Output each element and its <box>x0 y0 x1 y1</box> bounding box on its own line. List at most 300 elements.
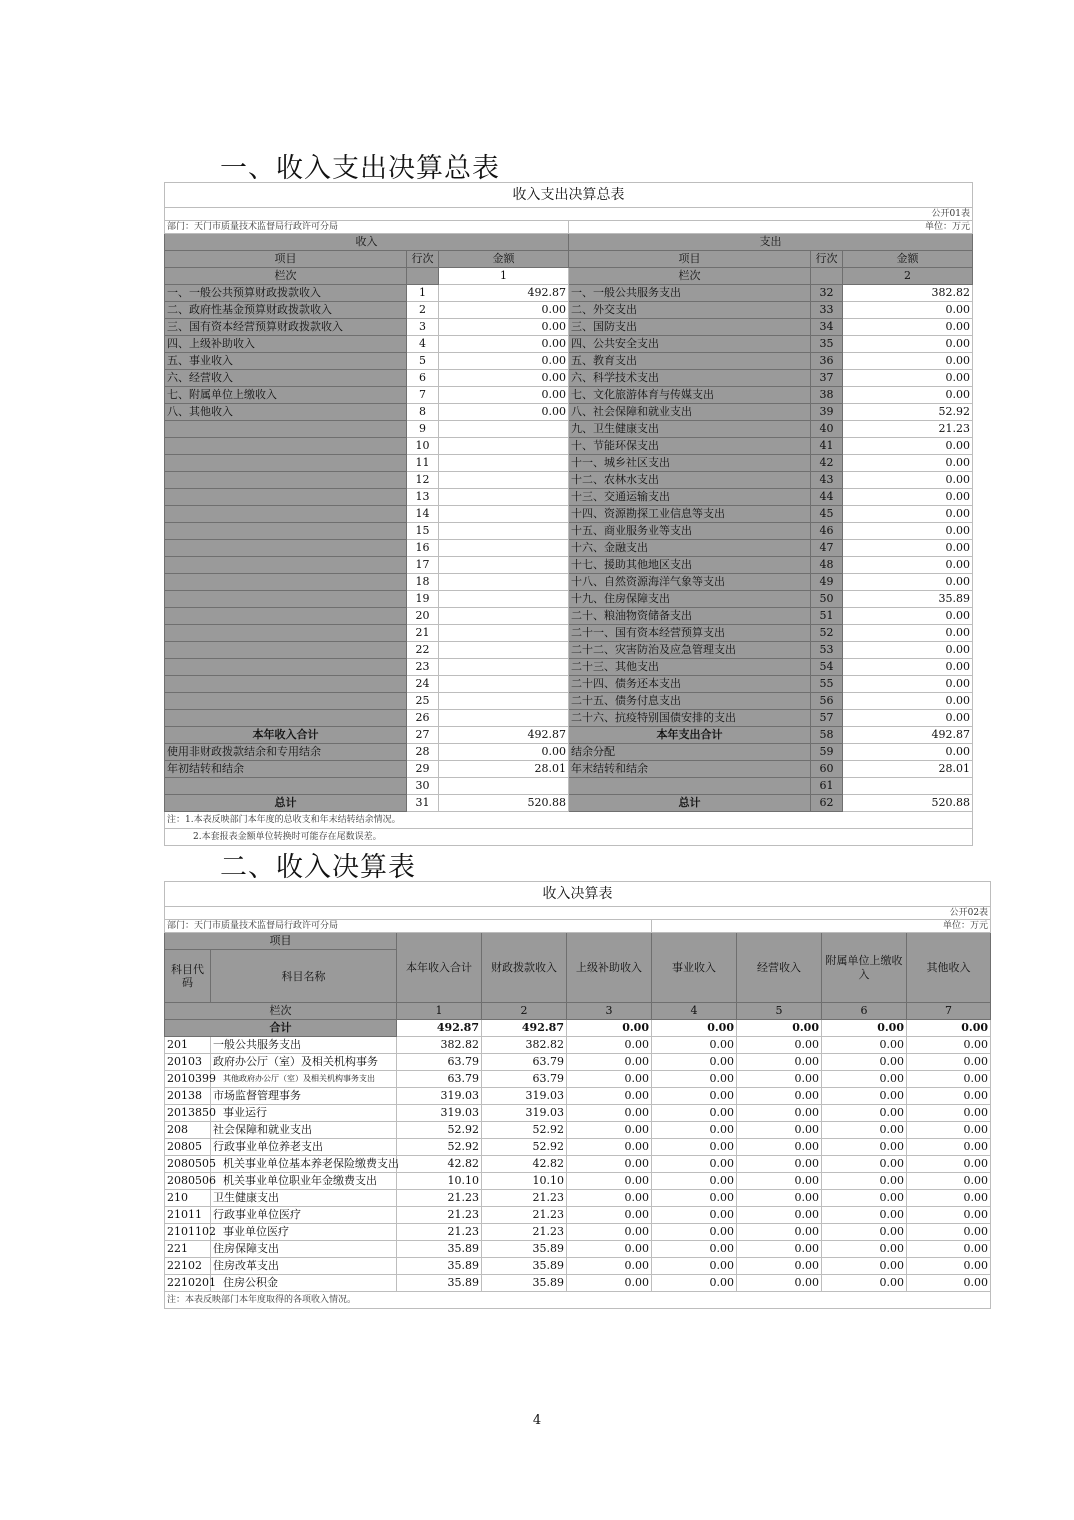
income-line-no: 4 <box>407 336 439 353</box>
amount-cell: 0.00 <box>567 1139 652 1156</box>
subject-name: 一般公共服务支出 <box>211 1037 397 1054</box>
expense-amount: 52.92 <box>843 404 973 421</box>
amount-cell: 0.00 <box>737 1207 822 1224</box>
expense-item: 年末结转和结余 <box>569 761 811 778</box>
amount-cell: 52.92 <box>482 1139 567 1156</box>
income-item <box>165 625 407 642</box>
subject-code: 22102 <box>165 1258 211 1275</box>
amount-cell: 0.00 <box>567 1241 652 1258</box>
expense-item <box>569 778 811 795</box>
amount-cell: 0.00 <box>652 1122 737 1139</box>
subject-code: 2013850 <box>165 1105 211 1122</box>
expense-line-no: 38 <box>811 387 843 404</box>
amount-cell: 0.00 <box>652 1275 737 1292</box>
expense-line-no: 32 <box>811 285 843 302</box>
income-item: 年初结转和结余 <box>165 761 407 778</box>
amount-cell: 0.00 <box>907 1054 991 1071</box>
amount-cell: 0.00 <box>737 1173 822 1190</box>
expense-line-no: 61 <box>811 778 843 795</box>
amount-cell: 0.00 <box>737 1122 822 1139</box>
table-1-dept: 部门：天门市质量技术监督局行政许可分局 <box>165 221 569 234</box>
income-amount: 0.00 <box>439 336 569 353</box>
income-line-no: 19 <box>407 591 439 608</box>
expense-line-no: 49 <box>811 574 843 591</box>
expense-item: 七、文化旅游体育与传媒支出 <box>569 387 811 404</box>
income-line-no: 31 <box>407 795 439 812</box>
amount-cell: 0.00 <box>737 1037 822 1054</box>
col-header: 行次 <box>407 251 439 268</box>
expense-amount <box>843 778 973 795</box>
amount-cell: 0.00 <box>737 1190 822 1207</box>
amount-cell: 21.23 <box>397 1224 482 1241</box>
subject-name: 机关事业单位基本养老保险缴费支出 <box>211 1156 397 1173</box>
income-item <box>165 489 407 506</box>
amount-cell: 0.00 <box>737 1105 822 1122</box>
expense-amount: 492.87 <box>843 727 973 744</box>
expense-line-no: 52 <box>811 625 843 642</box>
table-2-title: 收入决算表 <box>165 882 991 907</box>
amount-cell: 0.00 <box>652 1173 737 1190</box>
table-row <box>165 421 973 438</box>
income-amount <box>439 710 569 727</box>
table-row <box>165 353 973 370</box>
subject-code: 20103 <box>165 1054 211 1071</box>
income-amount <box>439 455 569 472</box>
expense-item: 一、一般公共服务支出 <box>569 285 811 302</box>
expense-line-no: 51 <box>811 608 843 625</box>
expense-item: 二十三、其他支出 <box>569 659 811 676</box>
lanci-num: 1 <box>439 268 569 285</box>
expense-item: 二十二、灾害防治及应急管理支出 <box>569 642 811 659</box>
lanci-num: 1 <box>397 1003 482 1020</box>
amount-cell: 0.00 <box>907 1207 991 1224</box>
table-2-unit: 单位：万元 <box>652 920 991 933</box>
subject-name: 政府办公厅（室）及相关机构事务 <box>211 1054 397 1071</box>
amount-cell: 21.23 <box>397 1207 482 1224</box>
income-line-no: 28 <box>407 744 439 761</box>
amount-cell: 0.00 <box>822 1241 907 1258</box>
income-item <box>165 693 407 710</box>
amount-cell: 0.00 <box>907 1241 991 1258</box>
page-number: 4 <box>532 1413 542 1428</box>
expense-amount: 0.00 <box>843 302 973 319</box>
table-row <box>165 1258 991 1275</box>
income-item: 八、其他收入 <box>165 404 407 421</box>
amount-cell: 0.00 <box>652 1190 737 1207</box>
expense-line-no: 45 <box>811 506 843 523</box>
table-row <box>165 1088 991 1105</box>
table-row <box>165 727 973 744</box>
table-row <box>165 540 973 557</box>
amount-cell: 0.00 <box>822 1139 907 1156</box>
income-line-no: 20 <box>407 608 439 625</box>
expense-item: 十八、自然资源海洋气象等支出 <box>569 574 811 591</box>
subject-code: 201 <box>165 1037 211 1054</box>
amount-cell: 0.00 <box>652 1088 737 1105</box>
expense-amount: 0.00 <box>843 693 973 710</box>
expense-amount: 28.01 <box>843 761 973 778</box>
amount-cell: 0.00 <box>737 1224 822 1241</box>
amount-cell: 0.00 <box>822 1071 907 1088</box>
expense-amount: 0.00 <box>843 608 973 625</box>
income-line-no: 7 <box>407 387 439 404</box>
income-line-no: 10 <box>407 438 439 455</box>
amount-cell: 382.82 <box>397 1037 482 1054</box>
subject-code: 21011 <box>165 1207 211 1224</box>
expense-item: 八、社会保障和就业支出 <box>569 404 811 421</box>
amount-cell: 35.89 <box>397 1258 482 1275</box>
table-row <box>165 676 973 693</box>
income-item: 七、附属单位上缴收入 <box>165 387 407 404</box>
total-value: 492.87 <box>397 1020 482 1037</box>
table-row <box>165 285 973 302</box>
table-row <box>165 1275 991 1292</box>
income-line-no: 9 <box>407 421 439 438</box>
income-line-no: 12 <box>407 472 439 489</box>
expense-item: 九、卫生健康支出 <box>569 421 811 438</box>
amount-cell: 0.00 <box>652 1105 737 1122</box>
amount-cell: 21.23 <box>397 1190 482 1207</box>
income-line-no: 13 <box>407 489 439 506</box>
expense-line-no: 62 <box>811 795 843 812</box>
lanci-num: 2 <box>482 1003 567 1020</box>
amount-cell: 0.00 <box>907 1156 991 1173</box>
amount-cell: 0.00 <box>567 1122 652 1139</box>
expense-line-no: 48 <box>811 557 843 574</box>
expense-line-no: 60 <box>811 761 843 778</box>
income-item: 二、政府性基金预算财政拨款收入 <box>165 302 407 319</box>
amount-cell: 0.00 <box>822 1275 907 1292</box>
income-item <box>165 557 407 574</box>
income-table <box>164 881 991 1309</box>
expense-amount: 520.88 <box>843 795 973 812</box>
column-header: 经营收入 <box>737 933 822 1003</box>
total-value: 0.00 <box>737 1020 822 1037</box>
income-item: 四、上级补助收入 <box>165 336 407 353</box>
income-item <box>165 710 407 727</box>
amount-cell: 0.00 <box>822 1105 907 1122</box>
income-line-no: 5 <box>407 353 439 370</box>
expense-amount: 0.00 <box>843 625 973 642</box>
amount-cell: 0.00 <box>907 1105 991 1122</box>
expense-line-no: 46 <box>811 523 843 540</box>
income-item: 一、一般公共预算财政拨款收入 <box>165 285 407 302</box>
expense-amount: 0.00 <box>843 710 973 727</box>
expense-line-no: 44 <box>811 489 843 506</box>
col-header: 行次 <box>811 251 843 268</box>
amount-cell: 0.00 <box>907 1088 991 1105</box>
expense-line-no: 54 <box>811 659 843 676</box>
income-line-no: 11 <box>407 455 439 472</box>
expense-item: 六、科学技术支出 <box>569 370 811 387</box>
income-amount: 492.87 <box>439 727 569 744</box>
expense-item: 总计 <box>569 795 811 812</box>
income-item <box>165 676 407 693</box>
table-row <box>165 1173 991 1190</box>
subject-name: 行政事业单位医疗 <box>211 1207 397 1224</box>
income-amount <box>439 540 569 557</box>
expense-line-no: 47 <box>811 540 843 557</box>
amount-cell: 0.00 <box>822 1207 907 1224</box>
income-line-no: 24 <box>407 676 439 693</box>
table-1-unit: 单位：万元 <box>569 221 973 234</box>
income-item <box>165 778 407 795</box>
expense-item: 二十四、债务还本支出 <box>569 676 811 693</box>
code-header: 科目代码 <box>165 950 211 1003</box>
amount-cell: 0.00 <box>567 1071 652 1088</box>
amount-cell: 319.03 <box>482 1088 567 1105</box>
income-amount: 28.01 <box>439 761 569 778</box>
amount-cell: 0.00 <box>822 1156 907 1173</box>
amount-cell: 0.00 <box>567 1173 652 1190</box>
income-amount <box>439 778 569 795</box>
project-header: 项目 <box>165 933 397 950</box>
income-line-no: 30 <box>407 778 439 795</box>
expense-amount: 0.00 <box>843 523 973 540</box>
expense-line-no: 43 <box>811 472 843 489</box>
amount-cell: 0.00 <box>652 1071 737 1088</box>
table-row <box>165 1122 991 1139</box>
amount-cell: 35.89 <box>482 1258 567 1275</box>
subject-code: 221 <box>165 1241 211 1258</box>
amount-cell: 0.00 <box>652 1156 737 1173</box>
income-amount: 0.00 <box>439 302 569 319</box>
amount-cell: 10.10 <box>482 1173 567 1190</box>
table-row <box>165 319 973 336</box>
income-amount <box>439 693 569 710</box>
table-1-title: 收入支出决算总表 <box>165 183 973 208</box>
table-row <box>165 761 973 778</box>
income-line-no: 15 <box>407 523 439 540</box>
income-amount <box>439 625 569 642</box>
expense-line-no: 58 <box>811 727 843 744</box>
table-row <box>165 1139 991 1156</box>
expense-header: 支出 <box>569 234 973 251</box>
expense-amount: 0.00 <box>843 506 973 523</box>
table-row <box>165 608 973 625</box>
amount-cell: 0.00 <box>907 1258 991 1275</box>
income-amount: 520.88 <box>439 795 569 812</box>
income-amount <box>439 659 569 676</box>
income-item <box>165 642 407 659</box>
income-amount <box>439 421 569 438</box>
lanci-num: 5 <box>737 1003 822 1020</box>
expense-line-no: 42 <box>811 455 843 472</box>
subject-code: 2010399 <box>165 1071 211 1088</box>
income-line-no: 21 <box>407 625 439 642</box>
amount-cell: 0.00 <box>567 1224 652 1241</box>
expense-amount: 0.00 <box>843 472 973 489</box>
amount-cell: 21.23 <box>482 1224 567 1241</box>
table-row <box>165 370 973 387</box>
table-row <box>165 1241 991 1258</box>
expense-amount: 0.00 <box>843 659 973 676</box>
amount-cell: 0.00 <box>737 1275 822 1292</box>
expense-amount: 0.00 <box>843 744 973 761</box>
table-row <box>165 472 973 489</box>
amount-cell: 63.79 <box>482 1071 567 1088</box>
lanci-label: 栏次 <box>569 268 811 285</box>
income-amount <box>439 472 569 489</box>
amount-cell: 63.79 <box>482 1054 567 1071</box>
amount-cell: 0.00 <box>822 1054 907 1071</box>
income-item <box>165 659 407 676</box>
col-header: 项目 <box>165 251 407 268</box>
income-line-no: 16 <box>407 540 439 557</box>
expense-amount: 0.00 <box>843 336 973 353</box>
subject-name: 行政事业单位养老支出 <box>211 1139 397 1156</box>
total-value: 0.00 <box>567 1020 652 1037</box>
income-item <box>165 608 407 625</box>
expense-line-no: 37 <box>811 370 843 387</box>
subject-code: 2080506 <box>165 1173 211 1190</box>
expense-amount: 0.00 <box>843 387 973 404</box>
table-row <box>165 455 973 472</box>
table-row <box>165 1105 991 1122</box>
expense-item: 三、国防支出 <box>569 319 811 336</box>
amount-cell: 0.00 <box>567 1054 652 1071</box>
amount-cell: 319.03 <box>397 1088 482 1105</box>
subject-name: 住房保障支出 <box>211 1241 397 1258</box>
lanci-num: 3 <box>567 1003 652 1020</box>
subject-name: 其他政府办公厅（室）及相关机构事务支出 <box>211 1071 397 1088</box>
table-row <box>165 1224 991 1241</box>
total-value: 0.00 <box>822 1020 907 1037</box>
lanci-label: 栏次 <box>165 1003 397 1020</box>
table-row <box>165 1207 991 1224</box>
table-row <box>165 557 973 574</box>
amount-cell: 0.00 <box>737 1071 822 1088</box>
expense-item: 二十、粮油物资储备支出 <box>569 608 811 625</box>
table-row <box>165 302 973 319</box>
amount-cell: 0.00 <box>907 1190 991 1207</box>
amount-cell: 0.00 <box>822 1173 907 1190</box>
income-line-no: 2 <box>407 302 439 319</box>
expense-item: 十、节能环保支出 <box>569 438 811 455</box>
column-header: 上级补助收入 <box>567 933 652 1003</box>
expense-amount: 35.89 <box>843 591 973 608</box>
lanci-num: 7 <box>907 1003 991 1020</box>
amount-cell: 0.00 <box>822 1088 907 1105</box>
amount-cell: 35.89 <box>397 1275 482 1292</box>
table-row <box>165 591 973 608</box>
amount-cell: 42.82 <box>482 1156 567 1173</box>
income-amount: 0.00 <box>439 319 569 336</box>
name-header: 科目名称 <box>211 950 397 1003</box>
table-row <box>165 387 973 404</box>
table-2-form-no: 公开02表 <box>165 907 991 920</box>
table-1-form-no: 公开01表 <box>165 208 973 221</box>
expense-amount: 0.00 <box>843 676 973 693</box>
col-header: 金额 <box>439 251 569 268</box>
total-value: 0.00 <box>907 1020 991 1037</box>
expense-item: 二、外交支出 <box>569 302 811 319</box>
income-amount <box>439 438 569 455</box>
income-item: 总计 <box>165 795 407 812</box>
expense-amount: 382.82 <box>843 285 973 302</box>
amount-cell: 21.23 <box>482 1190 567 1207</box>
column-header: 事业收入 <box>652 933 737 1003</box>
income-item: 五、事业收入 <box>165 353 407 370</box>
expense-item: 十二、农林水支出 <box>569 472 811 489</box>
income-line-no: 14 <box>407 506 439 523</box>
expense-item: 十六、金融支出 <box>569 540 811 557</box>
income-line-no: 6 <box>407 370 439 387</box>
expense-amount: 0.00 <box>843 540 973 557</box>
expense-amount: 0.00 <box>843 455 973 472</box>
amount-cell: 0.00 <box>737 1139 822 1156</box>
table-row <box>165 404 973 421</box>
income-expense-summary-table <box>164 182 973 846</box>
amount-cell: 21.23 <box>482 1207 567 1224</box>
income-amount: 0.00 <box>439 370 569 387</box>
income-line-no: 22 <box>407 642 439 659</box>
amount-cell: 0.00 <box>567 1190 652 1207</box>
column-header: 其他收入 <box>907 933 991 1003</box>
amount-cell: 0.00 <box>907 1275 991 1292</box>
expense-line-no: 59 <box>811 744 843 761</box>
table-row <box>165 642 973 659</box>
expense-item: 四、公共安全支出 <box>569 336 811 353</box>
amount-cell: 0.00 <box>737 1241 822 1258</box>
table-row <box>165 693 973 710</box>
expense-line-no: 39 <box>811 404 843 421</box>
amount-cell: 0.00 <box>567 1105 652 1122</box>
income-header: 收入 <box>165 234 569 251</box>
subject-code: 210 <box>165 1190 211 1207</box>
subject-name: 卫生健康支出 <box>211 1190 397 1207</box>
amount-cell: 382.82 <box>482 1037 567 1054</box>
subject-name: 社会保障和就业支出 <box>211 1122 397 1139</box>
col-header: 金额 <box>843 251 973 268</box>
note-2: 2.本套报表金额单位转换时可能存在尾数误差。 <box>165 829 973 846</box>
amount-cell: 0.00 <box>822 1224 907 1241</box>
table-row <box>165 1054 991 1071</box>
income-amount <box>439 489 569 506</box>
income-amount <box>439 676 569 693</box>
table-row <box>165 1071 991 1088</box>
expense-item: 二十六、抗疫特别国债安排的支出 <box>569 710 811 727</box>
expense-amount: 0.00 <box>843 557 973 574</box>
amount-cell: 0.00 <box>907 1071 991 1088</box>
amount-cell: 0.00 <box>567 1275 652 1292</box>
amount-cell: 0.00 <box>652 1241 737 1258</box>
amount-cell: 52.92 <box>397 1122 482 1139</box>
subject-code: 2210201 <box>165 1275 211 1292</box>
amount-cell: 0.00 <box>737 1258 822 1275</box>
income-item <box>165 438 407 455</box>
income-item: 本年收入合计 <box>165 727 407 744</box>
expense-amount: 0.00 <box>843 319 973 336</box>
amount-cell: 10.10 <box>397 1173 482 1190</box>
income-line-no: 3 <box>407 319 439 336</box>
amount-cell: 319.03 <box>397 1105 482 1122</box>
income-amount <box>439 591 569 608</box>
income-line-no: 23 <box>407 659 439 676</box>
subject-name: 住房公积金 <box>211 1275 397 1292</box>
amount-cell: 0.00 <box>737 1054 822 1071</box>
total-value: 492.87 <box>482 1020 567 1037</box>
amount-cell: 0.00 <box>907 1037 991 1054</box>
amount-cell: 0.00 <box>907 1122 991 1139</box>
amount-cell: 0.00 <box>652 1207 737 1224</box>
amount-cell: 319.03 <box>482 1105 567 1122</box>
expense-amount: 0.00 <box>843 353 973 370</box>
subject-name: 事业单位医疗 <box>211 1224 397 1241</box>
table-row <box>165 574 973 591</box>
amount-cell: 0.00 <box>652 1258 737 1275</box>
table-row <box>165 336 973 353</box>
